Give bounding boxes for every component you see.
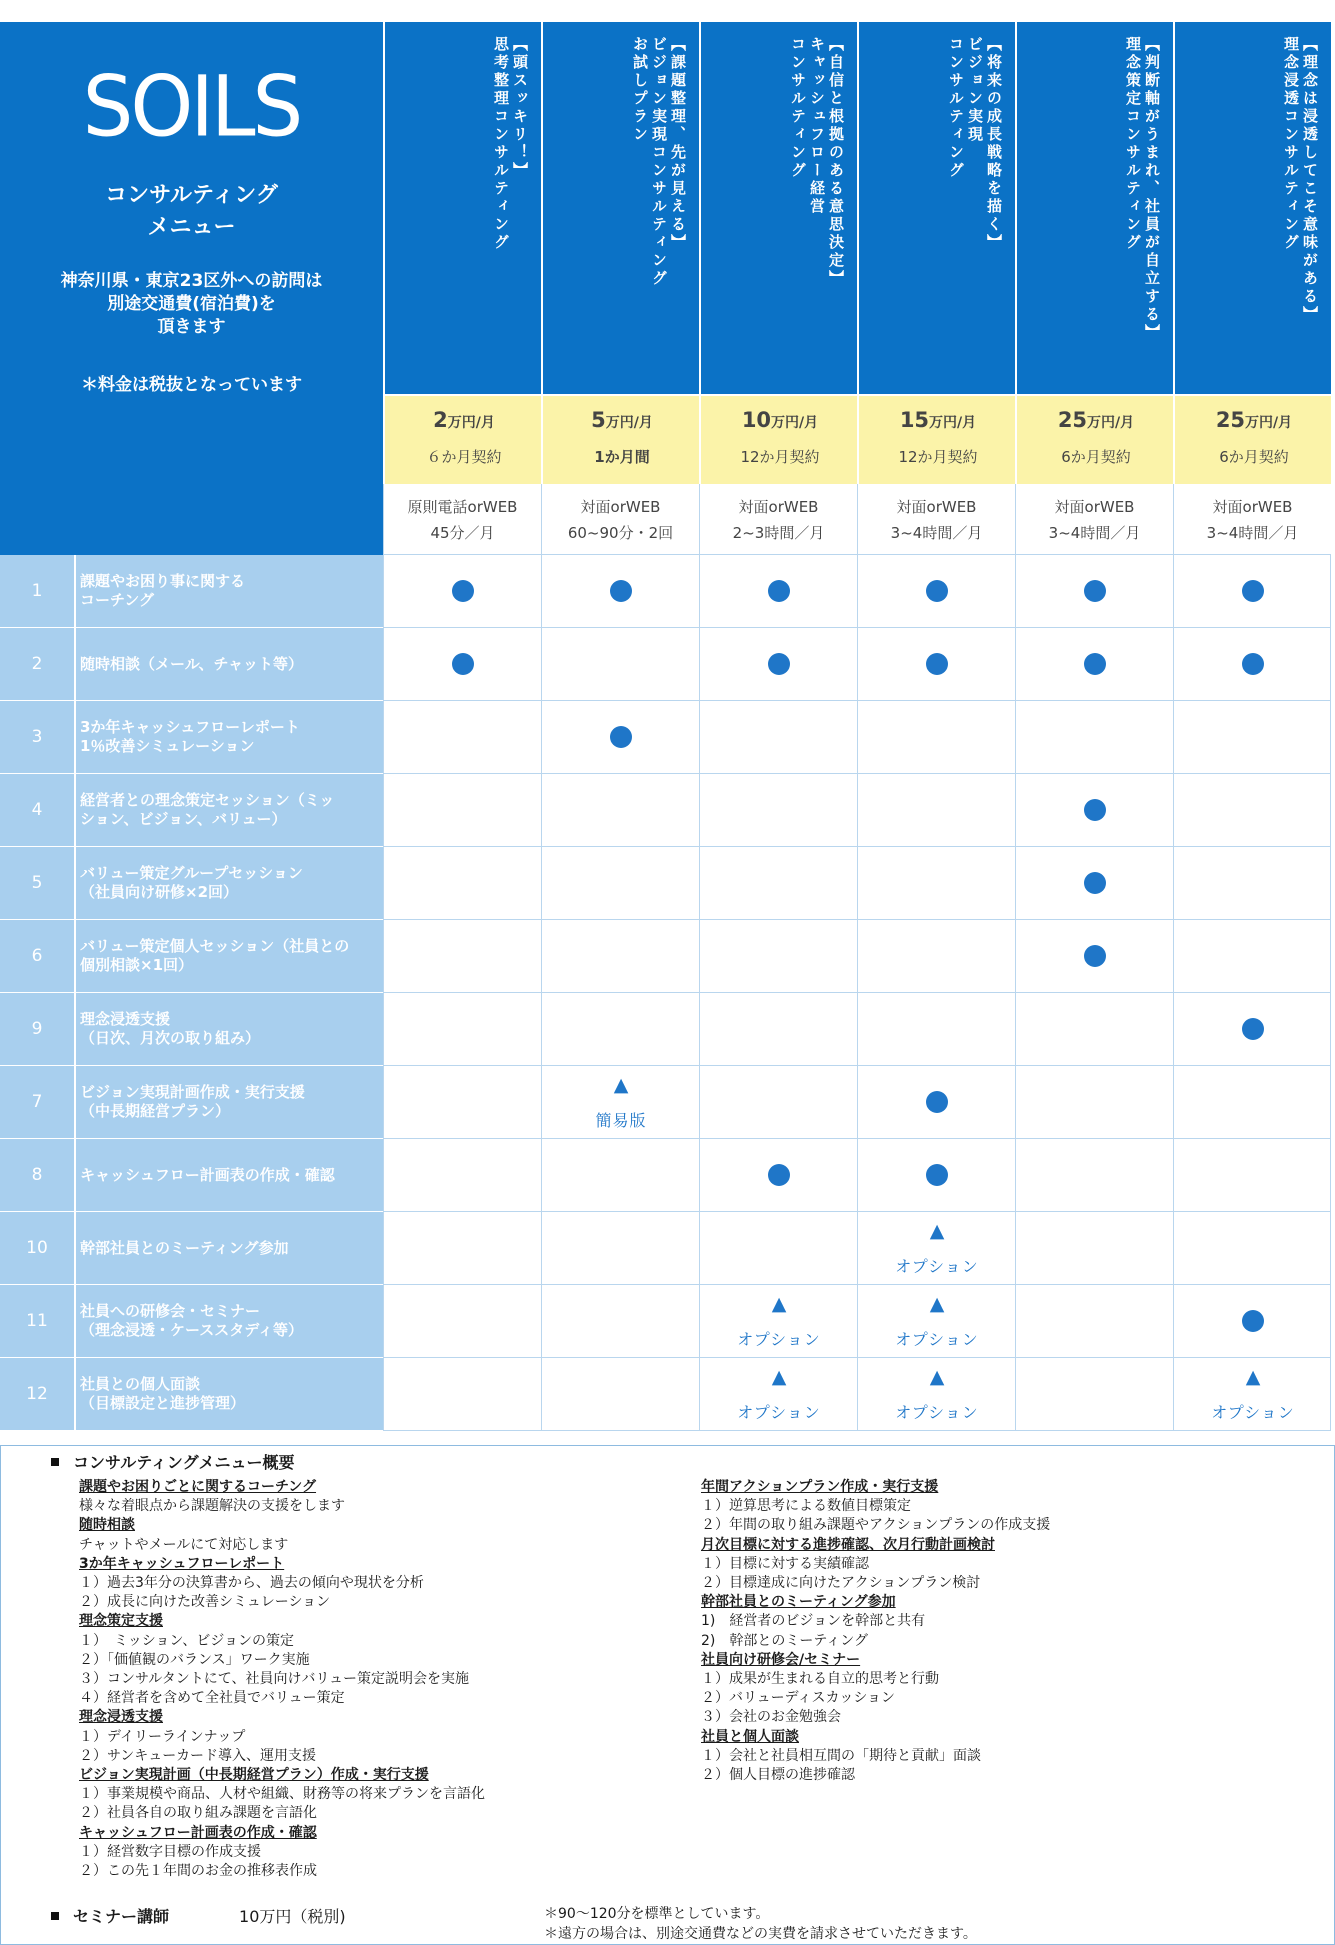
plan-method-cell xyxy=(383,484,541,555)
summary-item-text: ２）個人目標の進捗確認 xyxy=(701,1767,855,1784)
meeting-method: 原則電話orWEB xyxy=(407,498,518,516)
meeting-method: 対面orWEB xyxy=(896,498,977,516)
triangle-mark-icon: ▲ xyxy=(771,1366,787,1388)
price-number: 10 xyxy=(741,408,772,432)
plan-cell xyxy=(1173,774,1331,847)
mark-note: オプション xyxy=(895,1330,979,1349)
plan-price xyxy=(543,408,701,432)
meeting-duration: 2~3時間／月 xyxy=(732,524,825,542)
plan-column xyxy=(383,22,541,555)
plan-name-cell xyxy=(857,22,1015,394)
mark-note: オプション xyxy=(895,1403,979,1422)
plan-cell xyxy=(541,555,699,628)
plan-cell xyxy=(541,1285,699,1358)
meeting-duration: 3~4時間／月 xyxy=(1206,524,1299,542)
plan-method-cell xyxy=(1015,484,1173,555)
plan-column xyxy=(541,22,699,555)
summary-item-text: 様々な着眼点から課題解決の支援をします xyxy=(79,1498,345,1515)
plan-price-cell xyxy=(857,394,1015,484)
plan-name: 【課題整理、先が見える】 ビジョン実現コンサルティング お試しプラン xyxy=(631,36,687,288)
plan-cell xyxy=(1015,555,1173,628)
service-label: 社員への研修会・セミナー （理念浸透・ケーススタディ等） xyxy=(76,1285,383,1358)
included-dot-icon xyxy=(926,653,948,675)
plan-cell xyxy=(699,993,857,1066)
meeting-duration: 3~4時間／月 xyxy=(890,524,983,542)
summary-item-title: 幹部社員とのミーティング参加 xyxy=(701,1594,896,1611)
footnotes: ＊90〜120分を標準としています。 ＊遠方の場合は、別途交通費などの実費を請求させていただきます。 xyxy=(544,1906,977,1942)
plan-price-cell xyxy=(1015,394,1173,484)
summary-item-title: 課題やお困りごとに関するコーチング xyxy=(79,1479,317,1495)
bullet-icon xyxy=(51,1458,59,1466)
plan-cell xyxy=(383,1285,541,1358)
service-label: 3か年キャッシュフローレポート 1％改善シミュレーション xyxy=(76,701,383,774)
plan-cell xyxy=(541,1212,699,1285)
price-number: 2 xyxy=(433,408,448,432)
plan-cell xyxy=(699,1212,857,1285)
included-dot-icon xyxy=(610,726,632,748)
plan-name-cell xyxy=(1173,22,1331,394)
meeting-method: 対面orWEB xyxy=(580,498,661,516)
service-label: バリュー策定グループセッション （社員向け研修×2回） xyxy=(76,847,383,920)
price-unit: 万円/月 xyxy=(605,415,653,431)
plan-price-cell xyxy=(699,394,857,484)
plan-cell xyxy=(857,1358,1015,1431)
row-number: 2 xyxy=(0,628,74,701)
price-number: 25 xyxy=(1057,408,1088,432)
table-row xyxy=(0,701,1335,774)
plan-cell xyxy=(1173,1212,1331,1285)
plan-cell xyxy=(1015,774,1173,847)
plan-price-cell xyxy=(383,394,541,484)
plan-cell xyxy=(857,993,1015,1066)
plan-cell xyxy=(857,774,1015,847)
summary-right-column xyxy=(701,1478,1050,1785)
plan-cell xyxy=(383,1139,541,1212)
plan-cell xyxy=(1015,847,1173,920)
plan-cell xyxy=(383,701,541,774)
plan-method-cell xyxy=(1173,484,1331,555)
plan-cell xyxy=(699,920,857,993)
plan-cell xyxy=(383,555,541,628)
table-row xyxy=(0,1285,1335,1358)
plan-price xyxy=(385,408,543,432)
table-row xyxy=(0,847,1335,920)
included-dot-icon xyxy=(1242,580,1264,602)
triangle-mark-icon: ▲ xyxy=(771,1293,787,1315)
summary-left-column xyxy=(79,1478,485,1881)
meeting-method: 対面orWEB xyxy=(1054,498,1135,516)
plan-cell xyxy=(541,701,699,774)
plan-cell xyxy=(383,1066,541,1139)
summary-item-text: １）成果が生まれる自立的思考と行動 xyxy=(701,1671,939,1688)
plan-cell xyxy=(699,1139,857,1212)
summary-heading: コンサルティングメニュー概要 xyxy=(51,1450,294,1473)
plan-name: 【自信と根拠のある意思決定】 キャッシュフロー経営 コンサルティング xyxy=(789,36,845,288)
table-row xyxy=(0,628,1335,701)
summary-item-text: ３）コンサルタントにて、社員向けバリュー策定説明会を実施 xyxy=(79,1671,470,1688)
table-row xyxy=(0,555,1335,628)
summary-item-title: キャッシュフロー計画表の作成・確認 xyxy=(79,1824,317,1841)
visit-fee-note: 神奈川県・東京23区外への訪問は 別途交通費(宿泊費)を 頂きます xyxy=(60,271,323,337)
plan-price-cell xyxy=(1173,394,1331,484)
row-number: 10 xyxy=(0,1212,74,1285)
table-row xyxy=(0,1066,1335,1139)
plan-column xyxy=(1173,22,1331,555)
summary-item-text: ２）成長に向けた改善シミュレーション xyxy=(79,1594,331,1611)
plan-cell xyxy=(1015,701,1173,774)
service-label: 随時相談（メール、チャット等） xyxy=(76,628,383,701)
contract-term: ６か月契約 xyxy=(426,448,502,466)
summary-item-text: １）目標に対する実績確認 xyxy=(701,1555,869,1572)
row-number: 12 xyxy=(0,1358,74,1431)
soils-logo: SOILS xyxy=(82,57,301,156)
plan-cell xyxy=(1173,701,1331,774)
table-row xyxy=(0,920,1335,993)
included-dot-icon xyxy=(926,1164,948,1186)
plan-column xyxy=(857,22,1015,555)
price-number: 25 xyxy=(1215,408,1246,432)
included-dot-icon xyxy=(768,1164,790,1186)
plan-column xyxy=(1015,22,1173,555)
plan-name-cell xyxy=(383,22,541,394)
triangle-mark-icon: ▲ xyxy=(1245,1366,1261,1388)
summary-item-text: 2) 幹部とのミーティング xyxy=(701,1632,868,1649)
meeting-duration: 45分／月 xyxy=(430,524,495,542)
contract-term: 6か月契約 xyxy=(1061,448,1131,466)
plan-cell xyxy=(1015,920,1173,993)
included-dot-icon xyxy=(1084,653,1106,675)
plan-cell xyxy=(699,847,857,920)
seminar-fee: 10万円（税別) xyxy=(239,1907,346,1926)
included-dot-icon xyxy=(610,580,632,602)
plan-cell xyxy=(1173,628,1331,701)
mark-note: オプション xyxy=(1211,1403,1295,1422)
triangle-mark-icon: ▲ xyxy=(929,1220,945,1242)
summary-item-title: 年間アクションプラン作成・実行支援 xyxy=(701,1479,939,1495)
triangle-mark-icon: ▲ xyxy=(929,1366,945,1388)
row-number: 3 xyxy=(0,701,74,774)
mark-note: オプション xyxy=(737,1403,821,1422)
plan-cell xyxy=(1015,628,1173,701)
included-dot-icon xyxy=(452,580,474,602)
plan-cell xyxy=(699,1066,857,1139)
plan-cell xyxy=(1015,1212,1173,1285)
summary-item-text: １）経営数字目標の作成支援 xyxy=(79,1843,261,1860)
service-label: 課題やお困り事に関する コーチング xyxy=(76,555,383,628)
row-number: 5 xyxy=(0,847,74,920)
triangle-mark-icon: ▲ xyxy=(613,1074,629,1096)
contract-term: 6か月契約 xyxy=(1219,448,1289,466)
plan-cell xyxy=(541,993,699,1066)
included-dot-icon xyxy=(926,1091,948,1113)
plan-cell xyxy=(699,1358,857,1431)
service-label: バリュー策定個人セッション（社員との 個別相談×1回） xyxy=(76,920,383,993)
summary-item-title: 月次目標に対する進捗確認、次月行動計画検討 xyxy=(701,1536,995,1553)
plan-name: 【判断軸がうまれ、社員が自立する】 理念策定コンサルティング xyxy=(1124,36,1161,342)
mark-note: オプション xyxy=(895,1257,979,1276)
plan-cell xyxy=(1015,1285,1173,1358)
plan-cell xyxy=(383,920,541,993)
summary-item-title: 社員と個人面談 xyxy=(701,1728,799,1745)
plan-method-cell xyxy=(699,484,857,555)
plan-cell xyxy=(1015,1139,1173,1212)
summary-item-text: ２）この先１年間のお金の推移表作成 xyxy=(79,1863,317,1880)
plan-cell xyxy=(857,1139,1015,1212)
plan-cell xyxy=(857,701,1015,774)
plan-cell xyxy=(1173,555,1331,628)
summary-item-title: 理念浸透支援 xyxy=(79,1709,163,1726)
summary-item-text: ２）サンキューカード導入、運用支援 xyxy=(79,1747,317,1764)
summary-item-title: 理念策定支援 xyxy=(79,1613,163,1630)
plan-cell xyxy=(383,1358,541,1431)
plan-cell xyxy=(857,847,1015,920)
plan-cell xyxy=(699,774,857,847)
table-row xyxy=(0,993,1335,1066)
summary-item-title: 社員向け研修会/セミナー xyxy=(701,1651,861,1668)
included-dot-icon xyxy=(1242,1310,1264,1332)
plan-cell xyxy=(1173,1066,1331,1139)
summary-item-text: ２）年間の取り組み課題やアクションプランの作成支援 xyxy=(701,1517,1051,1534)
summary-item-title: ビジョン実現計画（中長期経営プラン）作成・実行支援 xyxy=(79,1767,429,1784)
plan-cell xyxy=(857,1212,1015,1285)
seminar-fee-line xyxy=(51,1904,346,1927)
brand-panel xyxy=(0,22,383,555)
plan-cell xyxy=(1173,920,1331,993)
plan-cell xyxy=(541,628,699,701)
row-number: 7 xyxy=(0,1066,74,1139)
row-number: 9 xyxy=(0,993,74,1066)
plan-cell xyxy=(857,920,1015,993)
mark-note: 簡易版 xyxy=(595,1111,647,1130)
table-row xyxy=(0,1358,1335,1431)
price-number: 5 xyxy=(591,408,606,432)
plan-cell xyxy=(857,1285,1015,1358)
plan-cell xyxy=(1173,1358,1331,1431)
plan-cell xyxy=(541,1358,699,1431)
service-label: 経営者との理念策定セッション（ミッ ション、ビジョン、バリュー） xyxy=(76,774,383,847)
plan-cell xyxy=(383,628,541,701)
plan-cell xyxy=(857,555,1015,628)
meeting-duration: 60~90分・2回 xyxy=(567,524,674,542)
menu-title: コンサルティング メニュー xyxy=(105,183,278,240)
summary-item-text: 1) 経営者のビジョンを幹部と共有 xyxy=(701,1613,926,1630)
meeting-duration: 3~4時間／月 xyxy=(1048,524,1141,542)
summary-item-text: １）過去3年分の決算書から、過去の傾向や現状を分析 xyxy=(79,1575,424,1592)
table-row xyxy=(0,1139,1335,1212)
bullet-icon xyxy=(51,1912,59,1920)
plan-name-cell xyxy=(699,22,857,394)
included-dot-icon xyxy=(1084,580,1106,602)
contract-term: 12か月契約 xyxy=(740,448,820,466)
plan-price-cell xyxy=(541,394,699,484)
included-dot-icon xyxy=(1084,945,1106,967)
plan-method-cell xyxy=(857,484,1015,555)
plan-cell xyxy=(1173,1139,1331,1212)
plan-cell xyxy=(699,628,857,701)
row-number: 6 xyxy=(0,920,74,993)
summary-item-text: ２）「価値観のバランス」ワーク実施 xyxy=(79,1651,310,1668)
summary-item-text: ２）目標達成に向けたアクションプラン検討 xyxy=(701,1575,981,1592)
plan-cell xyxy=(541,1066,699,1139)
plan-cell xyxy=(1173,1285,1331,1358)
plan-cell xyxy=(1015,1066,1173,1139)
table-header xyxy=(0,22,1335,555)
plan-name: 【将来の成長戦略を描く】 ビジョン実現 コンサルティング xyxy=(947,36,1003,252)
plan-cell xyxy=(541,920,699,993)
plan-cell xyxy=(857,1066,1015,1139)
summary-item-title: 随時相談 xyxy=(79,1517,135,1534)
plan-cell xyxy=(1173,993,1331,1066)
table-row xyxy=(0,774,1335,847)
plan-cell xyxy=(1015,993,1173,1066)
price-unit: 万円/月 xyxy=(1245,415,1293,431)
plan-cell xyxy=(699,701,857,774)
plan-cell xyxy=(383,993,541,1066)
included-dot-icon xyxy=(1084,799,1106,821)
price-number: 15 xyxy=(899,408,930,432)
price-unit: 万円/月 xyxy=(1087,415,1135,431)
plan-cell xyxy=(699,1285,857,1358)
row-number: 11 xyxy=(0,1285,74,1358)
plan-name-cell xyxy=(541,22,699,394)
included-dot-icon xyxy=(1242,1018,1264,1040)
included-dot-icon xyxy=(768,580,790,602)
plan-price xyxy=(1175,408,1333,432)
meeting-method: 対面orWEB xyxy=(738,498,819,516)
plan-cell xyxy=(1173,847,1331,920)
summary-item-text: ４）経営者を含めて全社員でバリュー策定 xyxy=(79,1690,345,1707)
plan-cell xyxy=(857,628,1015,701)
plan-cell xyxy=(383,847,541,920)
price-unit: 万円/月 xyxy=(929,415,977,431)
meeting-method: 対面orWEB xyxy=(1212,498,1293,516)
plan-cell xyxy=(541,774,699,847)
summary-item-text: １）事業規模や商品、人材や組織、財務等の将来プランを言語化 xyxy=(79,1786,485,1803)
tax-note: ＊料金は税抜となっています xyxy=(81,375,302,395)
seminar-label: セミナー講師 xyxy=(73,1907,170,1926)
plan-name: 【理念は浸透してこそ意味がある】 理念浸透コンサルティング xyxy=(1282,36,1319,324)
included-dot-icon xyxy=(1242,653,1264,675)
contract-term: 1か月間 xyxy=(594,448,650,466)
contract-term: 12か月契約 xyxy=(898,448,978,466)
service-label: 社員との個人面談 （目標設定と進捗管理） xyxy=(76,1358,383,1431)
included-dot-icon xyxy=(768,653,790,675)
summary-item-text: ３）会社のお金勉強会 xyxy=(701,1709,841,1726)
plan-price xyxy=(701,408,859,432)
service-label: 幹部社員とのミーティング参加 xyxy=(76,1212,383,1285)
plan-cell xyxy=(1015,1358,1173,1431)
summary-item-text: １）デイリーラインナップ xyxy=(79,1728,246,1745)
plan-cell xyxy=(699,555,857,628)
row-number: 4 xyxy=(0,774,74,847)
summary-item-title: 3か年キャッシュフローレポート xyxy=(79,1555,285,1572)
plan-cell xyxy=(541,847,699,920)
mark-note: オプション xyxy=(737,1330,821,1349)
plan-name: 【頭スッキリ！】 思考整理コンサルティング xyxy=(492,36,529,252)
included-dot-icon xyxy=(1084,872,1106,894)
plan-cell xyxy=(383,1212,541,1285)
plan-method-cell xyxy=(541,484,699,555)
row-number: 1 xyxy=(0,555,74,628)
plan-cell xyxy=(383,774,541,847)
menu-summary xyxy=(0,1445,1335,1945)
summary-item-text: チャットやメールにて対応します xyxy=(79,1536,289,1553)
summary-item-text: １）逆算思考による数値目標策定 xyxy=(701,1498,911,1515)
plan-price xyxy=(1017,408,1175,432)
plan-price xyxy=(859,408,1017,432)
summary-item-text: ２）社員各自の取り組み課題を言語化 xyxy=(79,1805,317,1822)
included-dot-icon xyxy=(452,653,474,675)
summary-item-text: １） ミッション、ビジョンの策定 xyxy=(79,1632,295,1649)
plan-column xyxy=(699,22,857,555)
service-label: ビジョン実現計画作成・実行支援 （中長期経営プラン） xyxy=(76,1066,383,1139)
included-dot-icon xyxy=(926,580,948,602)
plan-cell xyxy=(541,1139,699,1212)
price-unit: 万円/月 xyxy=(771,415,819,431)
summary-item-text: １）会社と社員相互間の「期待と貢献」面談 xyxy=(701,1747,981,1764)
plan-name-cell xyxy=(1015,22,1173,394)
price-unit: 万円/月 xyxy=(447,415,495,431)
row-number: 8 xyxy=(0,1139,74,1212)
table-row xyxy=(0,1212,1335,1285)
summary-item-text: ２）バリューディスカッション xyxy=(701,1690,896,1707)
triangle-mark-icon: ▲ xyxy=(929,1293,945,1315)
service-label: キャッシュフロー計画表の作成・確認 xyxy=(76,1139,383,1212)
service-label: 理念浸透支援 （日次、月次の取り組み） xyxy=(76,993,383,1066)
